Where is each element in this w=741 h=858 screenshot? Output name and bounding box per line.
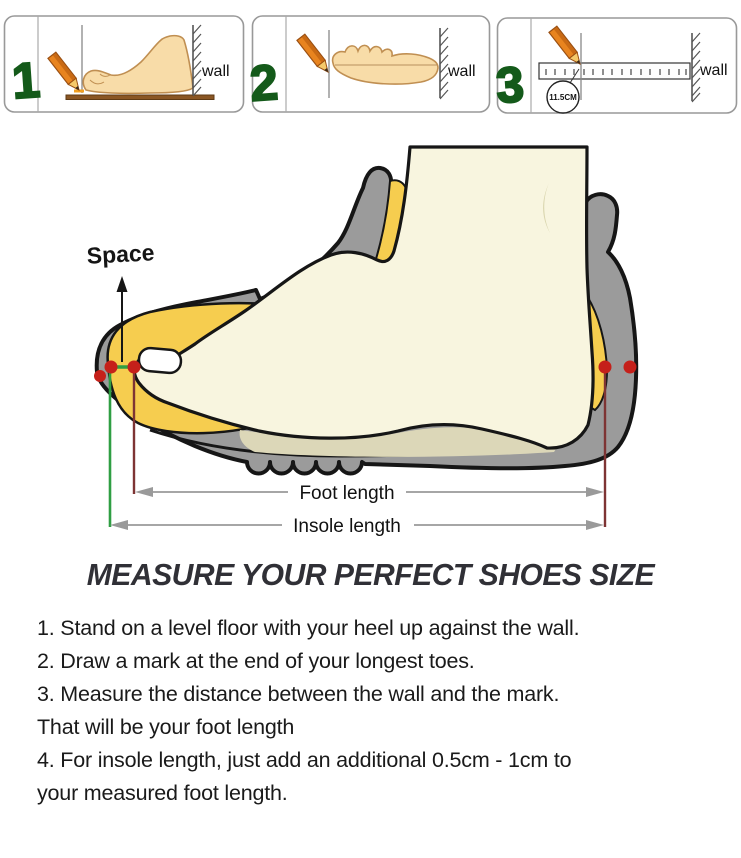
step-2-number: 2 xyxy=(248,54,280,112)
insole-length-label: Insole length xyxy=(293,516,401,537)
instruction-line-2: 2. Draw a mark at the end of your longest toes. xyxy=(37,649,475,673)
ruler-reading: 11.5CM xyxy=(549,93,577,102)
marker-dot xyxy=(94,370,106,382)
marker-dot xyxy=(599,361,612,374)
step-3-number: 3 xyxy=(494,56,526,114)
step-3-panel xyxy=(494,18,736,114)
foot-length-label: Foot length xyxy=(299,483,395,504)
marker-dot xyxy=(624,361,637,374)
wall-label: wall xyxy=(700,62,728,79)
wall-label: wall xyxy=(202,63,230,80)
instructions-list xyxy=(37,612,732,810)
page-title: MEASURE YOUR PERFECT SHOES SIZE xyxy=(86,557,655,592)
space-label: Space xyxy=(86,239,156,269)
marker-dot xyxy=(128,361,141,374)
step-1-panel xyxy=(5,16,244,112)
instruction-line-3: 3. Measure the distance between the wall and the mark. xyxy=(37,682,560,706)
step-2-panel xyxy=(248,16,489,112)
toenail xyxy=(138,347,182,374)
instruction-line-1: 1. Stand on a level floor with your heel up against the wall. xyxy=(37,616,580,640)
instruction-line-3b: That will be your foot length xyxy=(37,715,295,739)
marker-dot xyxy=(105,361,118,374)
wall-label: wall xyxy=(448,63,476,80)
shoe-measurement-diagram xyxy=(86,147,636,537)
instruction-line-4: 4. For insole length, just add an additional 0.5cm - 1cm to xyxy=(37,748,572,772)
instruction-line-4b: your measured foot length. xyxy=(37,781,288,805)
ruler xyxy=(539,63,690,79)
floor xyxy=(66,95,214,100)
step-1-number: 1 xyxy=(10,51,42,110)
